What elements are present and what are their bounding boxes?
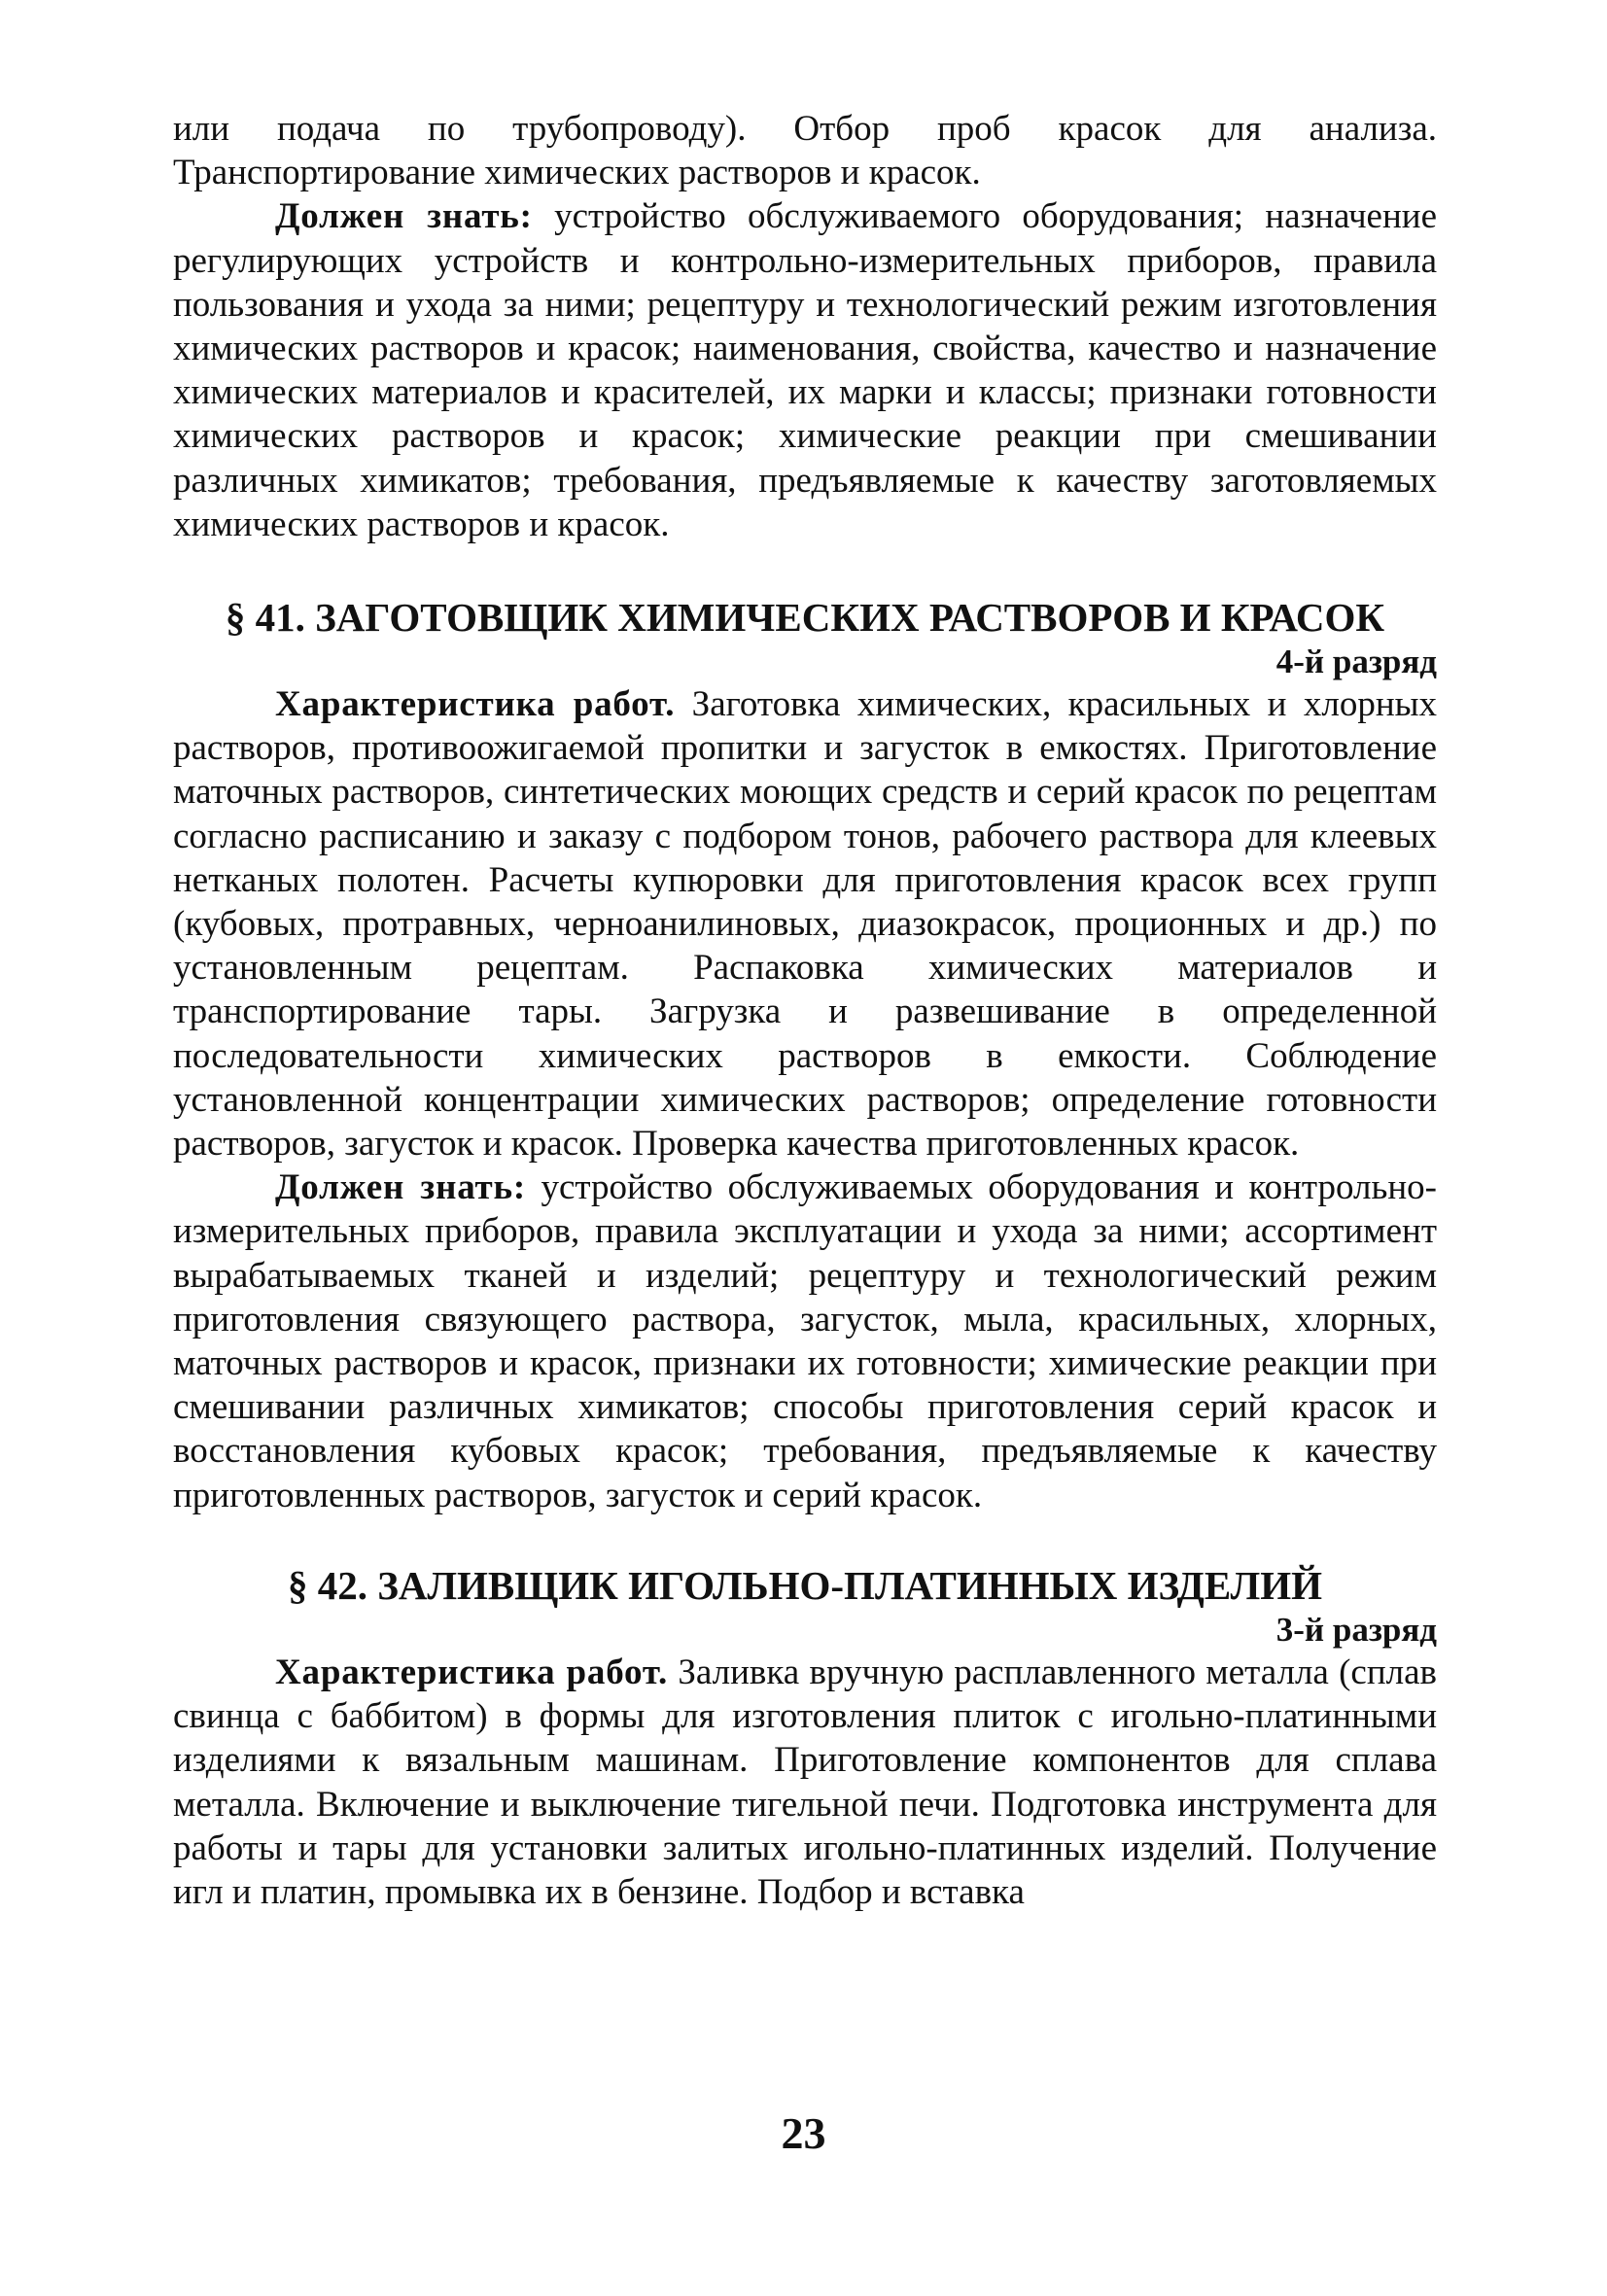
section-41-work-text: Заготовка химических, красильных и хлорных растворов, противоожигаемой пропитки и загусток в емкостях. Приготовление маточных растворов, синтетических моющих средств и серий красок по рецептам согласно расписанию и заказу с подбором тонов, рабочего раствора для клеевых нетканых полотен. Расчеты купюровки для приготовления красок всех групп (кубовых, протравных, черноанилиновых, диазокрасок, проционных и др.) по установленным рецептам. Распаковка химических материалов и транспортирование тары. Загрузка и развешивание в определенной последовательности химических растворов в емкости. Соблюдение установленной концентрации химических растворов; определение готовности растворов, загусток и красок. Проверка качества приготовленных красок.: [173, 684, 1437, 1165]
intro-continuation-paragraph: [173, 107, 1437, 194]
section-41-knowledge-paragraph: [173, 1165, 1437, 1517]
page-number: 23: [781, 2108, 826, 2158]
section-41-work-lead: Характеристика работ.: [275, 684, 676, 725]
section-41-grade: 4-й разряд: [1275, 643, 1437, 681]
section-42-title: § 42. ЗАЛИВЩИК ИГОЛЬНО-ПЛАТИННЫХ ИЗДЕЛИЙ: [287, 1562, 1323, 1608]
section-42-work-paragraph: [173, 1651, 1437, 1914]
section-41-title: § 41. ЗАГОТОВЩИК ХИМИЧЕСКИХ РАСТВОРОВ И КРАСОК: [225, 595, 1385, 641]
page-body: [173, 107, 1437, 1914]
section-41-work-paragraph: [173, 682, 1437, 1165]
section-41-knowledge-text: устройство обслуживаемых оборудования и контрольно-измерительных приборов, правила эксплуатации и ухода за ними; ассортимент вырабатываемых тканей и изделий; рецептуру и технологический режим приготовления связующего раствора, загусток, мыла, красильных, хлорных, маточных растворов и красок, признаки их готовности; химические реакции при смешивании различных химикатов; способы приготовления серий красок и восстановления кубовых красок; требования, предъявляемые к качеству приготовленных растворов, загусток и серий красок.: [173, 1167, 1437, 1515]
section-42-work-lead: Характеристика работ.: [275, 1652, 669, 1692]
section-42-work-text: Заливка вручную расплавленного металла (сплав свинца с баббитом) в формы для изготовления плиток с игольно-платинными изделиями к вязальным машинам. Приготовление компонентов для сплава металла. Включение и выключение тигельной печи. Подготовка инструмента для работы и тары для установки залитых игольно-платинных изделий. Получение игл и платин, промывка их в бензине. Подбор и вставка: [173, 1652, 1437, 1912]
intro-knowledge-lead: Должен знать:: [275, 196, 533, 237]
section-42-grade: 3-й разряд: [1275, 1610, 1437, 1649]
intro-continuation-text: или подача по трубопроводу). Отбор проб красок для анализа. Транспортирование химических растворов и красок.: [173, 109, 1437, 193]
section-41-knowledge-lead: Должен знать:: [275, 1167, 526, 1208]
intro-knowledge-paragraph: [173, 194, 1437, 546]
intro-knowledge-text: устройство обслуживаемого оборудования; назначение регулирующих устройств и контрольно-измерительных приборов, правила пользования и ухода за ними; рецептуру и технологический режим изготовления химических растворов и красок; наименования, свойства, качество и назначение химических материалов и красителей, их марки и классы; признаки готовности химических растворов и красок; химические реакции при смешивании различных химикатов; требования, предъявляемые к качеству заготовляемых химических растворов и красок.: [173, 196, 1437, 544]
